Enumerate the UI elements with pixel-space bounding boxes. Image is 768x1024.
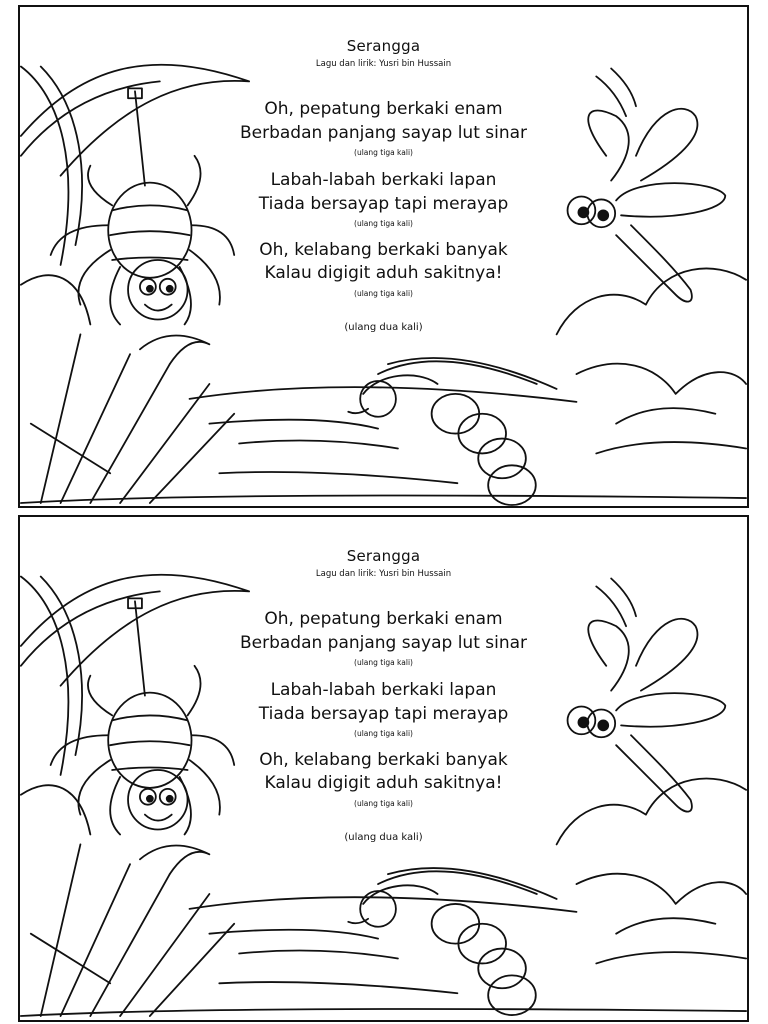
- lyric-line: Tiada bersayap tapi merayap: [258, 194, 509, 214]
- lyric-line: Kalau digigit aduh sakitnya!: [264, 773, 503, 793]
- leaf: [21, 65, 249, 176]
- lyric-line: Tiada bersayap tapi merayap: [258, 704, 509, 724]
- song-title: Serangga: [346, 37, 421, 55]
- lyric-line: Kalau digigit aduh sakitnya!: [264, 263, 503, 283]
- lyric-line: Oh, pepatung berkaki enam: [264, 99, 503, 119]
- verse-note: (ulang tiga kali): [354, 799, 413, 808]
- song-credit: Lagu dan lirik: Yusri bin Hussain: [315, 569, 452, 579]
- repeat-note: (ulang dua kali): [344, 322, 423, 333]
- song-title: Serangga: [346, 547, 421, 565]
- worksheet-bottom: [18, 515, 749, 1022]
- lyric-line: Oh, kelabang berkaki banyak: [259, 240, 508, 260]
- verse-note: (ulang tiga kali): [354, 658, 413, 667]
- song-credit: Lagu dan lirik: Yusri bin Hussain: [315, 59, 452, 69]
- verse-note: (ulang tiga kali): [354, 289, 413, 298]
- lyric-line: Labah-labah berkaki lapan: [270, 680, 497, 700]
- verse-note: (ulang tiga kali): [354, 148, 413, 157]
- worksheet-top: [18, 5, 749, 508]
- lyric-line: Berbadan panjang sayap lut sinar: [239, 123, 528, 143]
- lyric-line: Oh, kelabang berkaki banyak: [259, 750, 508, 770]
- repeat-note: (ulang dua kali): [344, 832, 423, 843]
- verse-note: (ulang tiga kali): [354, 729, 413, 738]
- lyric-line: Berbadan panjang sayap lut sinar: [239, 633, 528, 653]
- lyric-line: Oh, pepatung berkaki enam: [264, 609, 503, 629]
- lyric-line: Labah-labah berkaki lapan: [270, 170, 497, 190]
- verse-note: (ulang tiga kali): [354, 219, 413, 228]
